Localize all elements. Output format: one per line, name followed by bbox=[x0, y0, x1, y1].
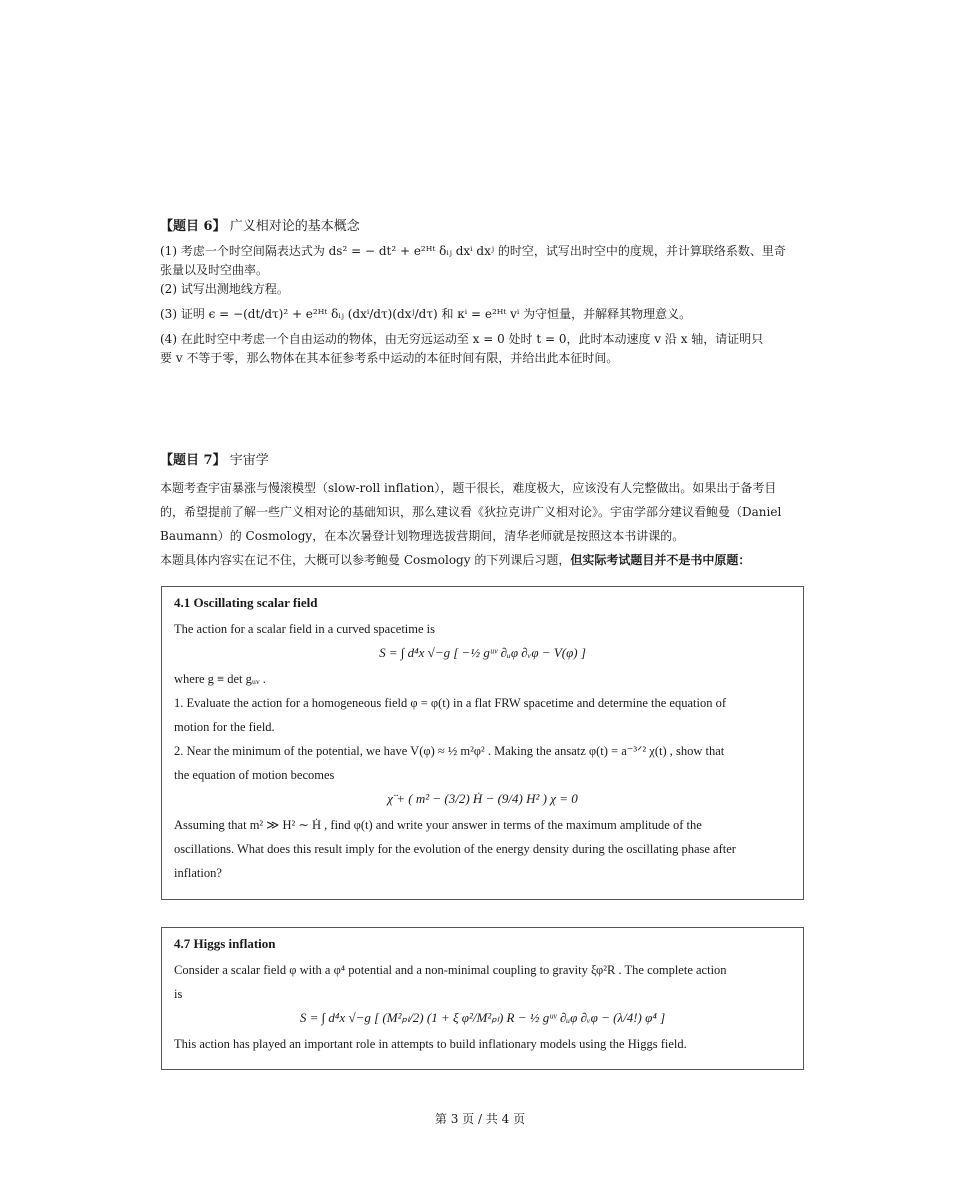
exercise-4-1-line1: The action for a scalar field in a curved spacetime is bbox=[174, 622, 435, 636]
problem-6-title: 广义相对论的基本概念 bbox=[229, 219, 360, 234]
p7-note-normal: 本题具体内容实在记不住，大概可以参考鲍曼 Cosmology 的下列课后习题， bbox=[160, 553, 571, 567]
exercise-4-1-line8: oscillations. What does this result imply for the evolution of the energy density during the oscillating phase after bbox=[174, 842, 736, 856]
p6-q4-line2: 要 v 不等于零，那么物体在其本征参考系中运动的本征时间有限，并给出此本征时间。 bbox=[160, 351, 619, 365]
problem-7 bbox=[160, 449, 806, 572]
problem-7-title: 宇宙学 bbox=[229, 453, 269, 468]
exercise-4-1-title: 4.1 Oscillating scalar field bbox=[174, 595, 318, 610]
page-footer: 第 3 页 / 共 4 页 bbox=[434, 1112, 526, 1126]
p6-q3: (3) 证明 ϵ = −(dt/dτ)² + e²ᴴᵗ δᵢⱼ (dxⁱ/dτ)(dxʲ/dτ) 和 κⁱ = e²ᴴᵗ vⁱ 为守恒量，并解释其物理意义。 bbox=[160, 307, 692, 321]
problem-6-heading bbox=[160, 215, 806, 234]
exercise-4-7-title: 4.7 Higgs inflation bbox=[174, 936, 276, 951]
exercise-4-1-line6: the equation of motion becomes bbox=[174, 768, 335, 782]
problem-7-tag: 【题目 7】 bbox=[160, 453, 226, 468]
p7-paragraph-line3: Baumann）的 Cosmology，在本次暑登计划物理选拔营期间，清华老师就是按照这本书讲课的。 bbox=[160, 529, 685, 543]
problem-6-tag: 【题目 6】 bbox=[160, 219, 226, 234]
problem-6 bbox=[160, 215, 806, 368]
exercise-4-1-motion-equation: χ̈ + ( m² − (3/2) Ḣ − (9/4) H² ) χ = 0 bbox=[387, 791, 578, 806]
exercise-4-7-line1: Consider a scalar field φ with a φ⁴ potential and a non-minimal coupling to gravity ξφ²R . The complete action bbox=[174, 963, 727, 977]
p7-paragraph-line2: 的，希望提前了解一些广义相对论的基础知识，那么建议看《狄拉克讲广义相对论》。宇宙学部分建议看鲍曼（Daniel bbox=[160, 505, 782, 519]
exercise-4-1-line9: inflation? bbox=[174, 866, 222, 880]
exercise-box-4-1 bbox=[161, 586, 804, 900]
exercise-4-1-line2: where g ≡ det gᵤᵥ . bbox=[174, 672, 266, 686]
exercise-4-7-line2: is bbox=[174, 987, 183, 1001]
p7-note-bold: 但实际考试题目并不是书中原题： bbox=[570, 553, 751, 567]
exercise-4-1-line4: motion for the field. bbox=[174, 720, 275, 734]
p6-q1-line1: (1) 考虑一个时空间隔表达式为 ds² = − dt² + e²ᴴᵗ δᵢⱼ dxⁱ dxʲ 的时空，试写出时空中的度规，并计算联络系数、里奇 bbox=[160, 244, 786, 258]
exercise-4-1-action-equation: S = ∫ d⁴x √−g [ −½ gᵘᵛ ∂ᵤφ ∂ᵥφ − V(φ) ] bbox=[379, 645, 586, 660]
p6-q4-line1: (4) 在此时空中考虑一个自由运动的物体，由无穷远运动至 x = 0 处时 t = 0，此时本动速度 v 沿 x 轴，请证明只 bbox=[160, 332, 764, 346]
p6-q2: (2) 试写出测地线方程。 bbox=[160, 282, 289, 296]
problem-7-heading bbox=[160, 449, 806, 468]
exercise-4-7-line3: This action has played an important role in attempts to build inflationary models using the Higgs field. bbox=[174, 1037, 687, 1051]
exercise-4-1-line3: 1. Evaluate the action for a homogeneous field φ = φ(t) in a flat FRW spacetime and determine the equation of bbox=[174, 696, 726, 710]
exercise-4-7-action-equation: S = ∫ d⁴x √−g [ (M²ₚₗ/2) (1 + ξ φ²/M²ₚₗ) R − ½ gᵘᵛ ∂ᵤφ ∂ᵥφ − (λ/4!) φ⁴ ] bbox=[299, 1010, 666, 1025]
p7-paragraph-line1: 本题考查宇宙暴涨与慢滚模型（slow-roll inflation），题干很长，难度极大，应该没有人完整做出。如果出于备考目 bbox=[160, 481, 777, 495]
exercise-4-1-line5: 2. Near the minimum of the potential, we have V(φ) ≈ ½ m²φ² . Making the ansatz φ(t) = a⁻³ᐟ² χ(t) , show that bbox=[174, 744, 725, 758]
p7-paragraph-line4 bbox=[160, 548, 806, 572]
p6-q1-line2: 张量以及时空曲率。 bbox=[160, 263, 269, 277]
exercise-box-4-7 bbox=[161, 927, 804, 1070]
exercise-4-1-line7: Assuming that m² ≫ H² ∼ Ḣ , find φ(t) and write your answer in terms of the maximum amplitude of the bbox=[174, 818, 702, 832]
